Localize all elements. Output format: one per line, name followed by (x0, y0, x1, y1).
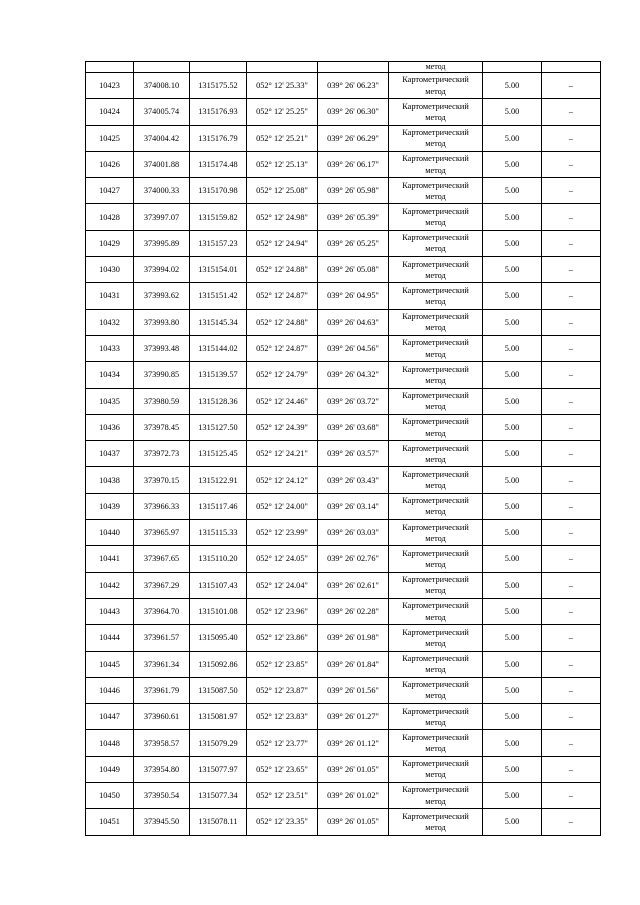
cell-note: – (542, 441, 601, 467)
cell-y-coordinate: 1315079.29 (190, 730, 247, 756)
cell-longitude: 039° 26' 05.25" (318, 230, 389, 256)
cell-point-number: 10434 (86, 362, 134, 388)
cell-latitude: 052° 12' 24.39" (247, 414, 318, 440)
table-row (86, 99, 601, 125)
table-row (86, 388, 601, 414)
cell-x-coordinate: 373965.97 (134, 520, 190, 546)
cell-method: Картометрический метод (389, 335, 483, 361)
cell-x-coordinate: 373958.57 (134, 730, 190, 756)
cell-y-coordinate: 1315127.50 (190, 414, 247, 440)
cell-latitude: 052° 12' 23.85" (247, 651, 318, 677)
cell-latitude: 052° 12' 24.88" (247, 309, 318, 335)
cell-latitude: 052° 12' 24.79" (247, 362, 318, 388)
cell-x-coordinate: 373945.50 (134, 809, 190, 835)
cell-longitude: 039° 26' 03.03" (318, 520, 389, 546)
table-row (86, 730, 601, 756)
cell-note: – (542, 809, 601, 835)
cell-accuracy: 5.00 (483, 625, 542, 651)
cell-longitude: 039° 26' 06.17" (318, 151, 389, 177)
cell-note: – (542, 677, 601, 703)
table-row (86, 625, 601, 651)
cell-x-coordinate: 373980.59 (134, 388, 190, 414)
cell-y-coordinate: 1315077.97 (190, 756, 247, 782)
cell-accuracy: 5.00 (483, 388, 542, 414)
cell-accuracy: 5.00 (483, 125, 542, 151)
cell-method: Картометрический метод (389, 257, 483, 283)
cell-longitude: 039° 26' 04.95" (318, 283, 389, 309)
cell-accuracy: 5.00 (483, 178, 542, 204)
cell-method: Картометрический метод (389, 151, 483, 177)
cell-longitude: 039° 26' 06.29" (318, 125, 389, 151)
cell-accuracy: 5.00 (483, 809, 542, 835)
cell-empty (190, 62, 247, 73)
cell-longitude: 039° 26' 01.27" (318, 704, 389, 730)
cell-latitude: 052° 12' 24.94" (247, 230, 318, 256)
cell-latitude: 052° 12' 25.13" (247, 151, 318, 177)
cell-latitude: 052° 12' 24.12" (247, 467, 318, 493)
table-row (86, 283, 601, 309)
cell-point-number: 10438 (86, 467, 134, 493)
continuation-row (86, 62, 601, 73)
cell-accuracy: 5.00 (483, 520, 542, 546)
cell-method: Картометрический метод (389, 625, 483, 651)
cell-x-coordinate: 373993.80 (134, 309, 190, 335)
cell-method: Картометрический метод (389, 598, 483, 624)
cell-latitude: 052° 12' 25.21" (247, 125, 318, 151)
cell-longitude: 039° 26' 05.08" (318, 257, 389, 283)
cell-note: – (542, 704, 601, 730)
cell-y-coordinate: 1315139.57 (190, 362, 247, 388)
cell-longitude: 039° 26' 03.14" (318, 493, 389, 519)
table-row (86, 493, 601, 519)
cell-note: – (542, 335, 601, 361)
cell-latitude: 052° 12' 24.46" (247, 388, 318, 414)
cell-point-number: 10436 (86, 414, 134, 440)
cell-y-coordinate: 1315092.86 (190, 651, 247, 677)
cell-accuracy: 5.00 (483, 546, 542, 572)
cell-note: – (542, 151, 601, 177)
table-row (86, 598, 601, 624)
cell-note: – (542, 125, 601, 151)
cell-point-number: 10445 (86, 651, 134, 677)
cell-longitude: 039° 26' 01.05" (318, 756, 389, 782)
cell-method: Картометрический метод (389, 178, 483, 204)
cell-method: Картометрический метод (389, 362, 483, 388)
table-row (86, 783, 601, 809)
cell-empty (86, 62, 134, 73)
cell-point-number: 10449 (86, 756, 134, 782)
cell-x-coordinate: 373994.02 (134, 257, 190, 283)
cell-note: – (542, 414, 601, 440)
cell-accuracy: 5.00 (483, 493, 542, 519)
cell-method: Картометрический метод (389, 704, 483, 730)
cell-accuracy: 5.00 (483, 704, 542, 730)
cell-x-coordinate: 373995.89 (134, 230, 190, 256)
cell-x-coordinate: 373970.15 (134, 467, 190, 493)
cell-longitude: 039° 26' 01.12" (318, 730, 389, 756)
table-row (86, 309, 601, 335)
cell-empty (247, 62, 318, 73)
coordinates-table (85, 61, 601, 836)
cell-accuracy: 5.00 (483, 572, 542, 598)
table-row (86, 546, 601, 572)
cell-note: – (542, 309, 601, 335)
cell-longitude: 039° 26' 04.63" (318, 309, 389, 335)
cell-accuracy: 5.00 (483, 441, 542, 467)
cell-method: Картометрический метод (389, 730, 483, 756)
table-row (86, 414, 601, 440)
cell-x-coordinate: 373993.48 (134, 335, 190, 361)
cell-method: Картометрический метод (389, 414, 483, 440)
cell-note: – (542, 99, 601, 125)
cell-point-number: 10427 (86, 178, 134, 204)
cell-method: Картометрический метод (389, 546, 483, 572)
cell-x-coordinate: 373967.29 (134, 572, 190, 598)
cell-method: Картометрический метод (389, 99, 483, 125)
cell-accuracy: 5.00 (483, 309, 542, 335)
cell-method: Картометрический метод (389, 204, 483, 230)
table-row (86, 572, 601, 598)
cell-longitude: 039° 26' 04.32" (318, 362, 389, 388)
cell-x-coordinate: 373997.07 (134, 204, 190, 230)
cell-latitude: 052° 12' 23.35" (247, 809, 318, 835)
cell-y-coordinate: 1315101.08 (190, 598, 247, 624)
cell-y-coordinate: 1315125.45 (190, 441, 247, 467)
cell-method: Картометрический метод (389, 388, 483, 414)
table-row (86, 204, 601, 230)
table-row (86, 335, 601, 361)
cell-longitude: 039° 26' 04.56" (318, 335, 389, 361)
cell-latitude: 052° 12' 25.25" (247, 99, 318, 125)
cell-method: Картометрический метод (389, 73, 483, 99)
cell-longitude: 039° 26' 03.72" (318, 388, 389, 414)
cell-point-number: 10426 (86, 151, 134, 177)
cell-y-coordinate: 1315175.52 (190, 73, 247, 99)
cell-longitude: 039° 26' 02.76" (318, 546, 389, 572)
cell-note: – (542, 283, 601, 309)
cell-x-coordinate: 374005.74 (134, 99, 190, 125)
cell-method: Картометрический метод (389, 125, 483, 151)
cell-latitude: 052° 12' 23.96" (247, 598, 318, 624)
cell-note: – (542, 73, 601, 99)
cell-y-coordinate: 1315145.34 (190, 309, 247, 335)
table-row (86, 704, 601, 730)
cell-accuracy: 5.00 (483, 204, 542, 230)
cell-note: – (542, 467, 601, 493)
cell-x-coordinate: 373961.34 (134, 651, 190, 677)
cell-latitude: 052° 12' 23.87" (247, 677, 318, 703)
cell-note: – (542, 520, 601, 546)
cell-point-number: 10442 (86, 572, 134, 598)
cell-y-coordinate: 1315107.43 (190, 572, 247, 598)
cell-accuracy: 5.00 (483, 730, 542, 756)
cell-latitude: 052° 12' 23.51" (247, 783, 318, 809)
cell-point-number: 10451 (86, 809, 134, 835)
cell-y-coordinate: 1315176.79 (190, 125, 247, 151)
cell-latitude: 052° 12' 24.87" (247, 335, 318, 361)
cell-y-coordinate: 1315157.23 (190, 230, 247, 256)
cell-x-coordinate: 374004.42 (134, 125, 190, 151)
cell-point-number: 10440 (86, 520, 134, 546)
cell-latitude: 052° 12' 23.77" (247, 730, 318, 756)
cell-note: – (542, 598, 601, 624)
cell-accuracy: 5.00 (483, 283, 542, 309)
cell-note: – (542, 257, 601, 283)
cell-longitude: 039° 26' 03.68" (318, 414, 389, 440)
cell-x-coordinate: 373960.61 (134, 704, 190, 730)
cell-latitude: 052° 12' 24.05" (247, 546, 318, 572)
cell-accuracy: 5.00 (483, 257, 542, 283)
cell-method: Картометрический метод (389, 520, 483, 546)
cell-latitude: 052° 12' 23.86" (247, 625, 318, 651)
table-row (86, 520, 601, 546)
cell-point-number: 10448 (86, 730, 134, 756)
cell-note: – (542, 625, 601, 651)
cell-longitude: 039° 26' 05.39" (318, 204, 389, 230)
table-row (86, 651, 601, 677)
table-row (86, 178, 601, 204)
cell-method: Картометрический метод (389, 283, 483, 309)
cell-y-coordinate: 1315174.48 (190, 151, 247, 177)
cell-method: Картометрический метод (389, 756, 483, 782)
table-row (86, 467, 601, 493)
cell-accuracy: 5.00 (483, 598, 542, 624)
cell-y-coordinate: 1315077.34 (190, 783, 247, 809)
cell-note: – (542, 388, 601, 414)
cell-y-coordinate: 1315110.20 (190, 546, 247, 572)
cell-latitude: 052° 12' 25.33" (247, 73, 318, 99)
cell-point-number: 10437 (86, 441, 134, 467)
cell-y-coordinate: 1315122.91 (190, 467, 247, 493)
cell-y-coordinate: 1315154.01 (190, 257, 247, 283)
cell-latitude: 052° 12' 24.21" (247, 441, 318, 467)
cell-x-coordinate: 373978.45 (134, 414, 190, 440)
cell-method: Картометрический метод (389, 783, 483, 809)
cell-x-coordinate: 373993.62 (134, 283, 190, 309)
cell-accuracy: 5.00 (483, 783, 542, 809)
cell-y-coordinate: 1315087.50 (190, 677, 247, 703)
cell-note: – (542, 230, 601, 256)
cell-point-number: 10439 (86, 493, 134, 519)
cell-accuracy: 5.00 (483, 151, 542, 177)
cell-method-fragment: метод (389, 62, 483, 73)
cell-x-coordinate: 373950.54 (134, 783, 190, 809)
cell-empty (483, 62, 542, 73)
cell-note: – (542, 783, 601, 809)
cell-y-coordinate: 1315081.97 (190, 704, 247, 730)
cell-latitude: 052° 12' 24.87" (247, 283, 318, 309)
cell-y-coordinate: 1315095.40 (190, 625, 247, 651)
cell-longitude: 039° 26' 03.43" (318, 467, 389, 493)
cell-accuracy: 5.00 (483, 335, 542, 361)
cell-method: Картометрический метод (389, 467, 483, 493)
cell-point-number: 10428 (86, 204, 134, 230)
cell-y-coordinate: 1315115.33 (190, 520, 247, 546)
cell-method: Картометрический метод (389, 309, 483, 335)
cell-latitude: 052° 12' 24.00" (247, 493, 318, 519)
table-row (86, 809, 601, 835)
cell-y-coordinate: 1315117.46 (190, 493, 247, 519)
cell-y-coordinate: 1315159.82 (190, 204, 247, 230)
cell-point-number: 10444 (86, 625, 134, 651)
cell-x-coordinate: 374008.10 (134, 73, 190, 99)
cell-latitude: 052° 12' 24.88" (247, 257, 318, 283)
table-row (86, 677, 601, 703)
table-body (86, 62, 601, 836)
cell-point-number: 10447 (86, 704, 134, 730)
cell-accuracy: 5.00 (483, 414, 542, 440)
cell-longitude: 039° 26' 01.02" (318, 783, 389, 809)
cell-longitude: 039° 26' 03.57" (318, 441, 389, 467)
cell-point-number: 10429 (86, 230, 134, 256)
cell-longitude: 039° 26' 05.98" (318, 178, 389, 204)
cell-longitude: 039° 26' 01.98" (318, 625, 389, 651)
cell-note: – (542, 730, 601, 756)
cell-note: – (542, 493, 601, 519)
cell-accuracy: 5.00 (483, 467, 542, 493)
cell-latitude: 052° 12' 23.65" (247, 756, 318, 782)
cell-latitude: 052° 12' 24.04" (247, 572, 318, 598)
cell-point-number: 10446 (86, 677, 134, 703)
cell-longitude: 039° 26' 02.28" (318, 598, 389, 624)
table-row (86, 441, 601, 467)
cell-x-coordinate: 373990.85 (134, 362, 190, 388)
cell-point-number: 10443 (86, 598, 134, 624)
cell-x-coordinate: 373966.33 (134, 493, 190, 519)
cell-point-number: 10431 (86, 283, 134, 309)
cell-longitude: 039° 26' 06.23" (318, 73, 389, 99)
cell-point-number: 10432 (86, 309, 134, 335)
cell-method: Картометрический метод (389, 441, 483, 467)
cell-x-coordinate: 373961.57 (134, 625, 190, 651)
cell-longitude: 039° 26' 01.05" (318, 809, 389, 835)
cell-point-number: 10423 (86, 73, 134, 99)
cell-x-coordinate: 374000.33 (134, 178, 190, 204)
cell-accuracy: 5.00 (483, 230, 542, 256)
table-row (86, 151, 601, 177)
cell-x-coordinate: 373967.65 (134, 546, 190, 572)
cell-x-coordinate: 373964.70 (134, 598, 190, 624)
cell-point-number: 10424 (86, 99, 134, 125)
cell-method: Картометрический метод (389, 230, 483, 256)
cell-note: – (542, 651, 601, 677)
cell-longitude: 039° 26' 01.84" (318, 651, 389, 677)
table-row (86, 73, 601, 99)
cell-x-coordinate: 374001.88 (134, 151, 190, 177)
cell-method: Картометрический метод (389, 677, 483, 703)
cell-note: – (542, 756, 601, 782)
cell-y-coordinate: 1315144.02 (190, 335, 247, 361)
cell-accuracy: 5.00 (483, 677, 542, 703)
cell-note: – (542, 362, 601, 388)
cell-y-coordinate: 1315078.11 (190, 809, 247, 835)
cell-method: Картометрический метод (389, 809, 483, 835)
cell-point-number: 10425 (86, 125, 134, 151)
cell-empty (542, 62, 601, 73)
cell-longitude: 039° 26' 02.61" (318, 572, 389, 598)
cell-method: Картометрический метод (389, 572, 483, 598)
cell-point-number: 10433 (86, 335, 134, 361)
table-row (86, 756, 601, 782)
cell-y-coordinate: 1315128.36 (190, 388, 247, 414)
cell-y-coordinate: 1315176.93 (190, 99, 247, 125)
cell-point-number: 10430 (86, 257, 134, 283)
table-row (86, 362, 601, 388)
cell-latitude: 052° 12' 23.99" (247, 520, 318, 546)
cell-note: – (542, 204, 601, 230)
cell-note: – (542, 572, 601, 598)
cell-empty (318, 62, 389, 73)
cell-longitude: 039° 26' 01.56" (318, 677, 389, 703)
table-row (86, 125, 601, 151)
cell-x-coordinate: 373954.80 (134, 756, 190, 782)
cell-point-number: 10435 (86, 388, 134, 414)
cell-method: Картометрический метод (389, 493, 483, 519)
cell-accuracy: 5.00 (483, 651, 542, 677)
table-row (86, 257, 601, 283)
cell-point-number: 10450 (86, 783, 134, 809)
cell-x-coordinate: 373961.79 (134, 677, 190, 703)
cell-longitude: 039° 26' 06.30" (318, 99, 389, 125)
table-row (86, 230, 601, 256)
cell-method: Картометрический метод (389, 651, 483, 677)
cell-note: – (542, 178, 601, 204)
cell-y-coordinate: 1315170.98 (190, 178, 247, 204)
cell-point-number: 10441 (86, 546, 134, 572)
cell-accuracy: 5.00 (483, 756, 542, 782)
cell-note: – (542, 546, 601, 572)
cell-latitude: 052° 12' 23.83" (247, 704, 318, 730)
cell-accuracy: 5.00 (483, 362, 542, 388)
cell-latitude: 052° 12' 25.08" (247, 178, 318, 204)
cell-empty (134, 62, 190, 73)
cell-accuracy: 5.00 (483, 73, 542, 99)
cell-x-coordinate: 373972.73 (134, 441, 190, 467)
cell-latitude: 052° 12' 24.98" (247, 204, 318, 230)
cell-y-coordinate: 1315151.42 (190, 283, 247, 309)
cell-accuracy: 5.00 (483, 99, 542, 125)
